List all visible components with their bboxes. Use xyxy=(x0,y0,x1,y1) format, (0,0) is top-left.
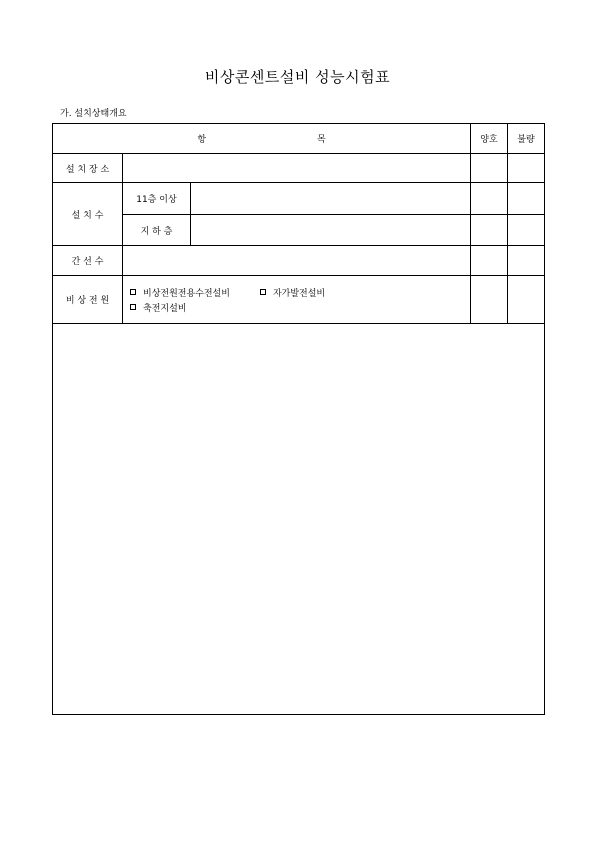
install-location-value[interactable] xyxy=(123,154,471,183)
checkbox-icon[interactable] xyxy=(130,304,136,310)
table-row xyxy=(53,154,545,183)
table-row xyxy=(53,276,545,324)
power-option-label: 비상전원전용수전설비 xyxy=(143,288,230,299)
bad-check-cell[interactable] xyxy=(508,154,545,183)
good-check-cell[interactable] xyxy=(471,276,508,324)
basement-value[interactable] xyxy=(191,215,471,246)
install-count-label: 설 치 수 xyxy=(53,183,123,246)
power-option-label: 자가발전설비 xyxy=(272,288,326,299)
good-check-cell[interactable] xyxy=(471,183,508,215)
good-check-cell[interactable] xyxy=(471,154,508,183)
good-check-cell[interactable] xyxy=(471,246,508,276)
trunk-lines-value[interactable] xyxy=(123,246,471,276)
basement-label: 지 하 층 xyxy=(123,215,191,246)
power-options-line-2 xyxy=(123,300,470,315)
section-label: 가. 설치상태개요 xyxy=(60,109,127,119)
document-title: 비상콘센트설비 성능시험표 xyxy=(204,68,391,86)
item-header-cell xyxy=(53,124,471,154)
emergency-power-label: 비 상 전 원 xyxy=(53,276,123,324)
install-location-label: 설 치 장 소 xyxy=(53,154,123,183)
bad-check-cell[interactable] xyxy=(508,183,545,215)
trunk-lines-label: 간 선 수 xyxy=(53,246,123,276)
table-row xyxy=(53,246,545,276)
table-row xyxy=(53,215,545,246)
table-row xyxy=(53,183,545,215)
inspection-table xyxy=(52,123,545,715)
item-header-right: 목 xyxy=(316,135,326,145)
notes-area[interactable] xyxy=(53,324,545,715)
bad-header: 불량 xyxy=(508,124,545,154)
above-11-floor-value[interactable] xyxy=(191,183,471,215)
power-options-line-1 xyxy=(123,285,470,300)
good-check-cell[interactable] xyxy=(471,215,508,246)
header-row xyxy=(53,124,545,154)
bad-check-cell[interactable] xyxy=(508,246,545,276)
checkbox-icon[interactable] xyxy=(130,289,136,295)
bad-check-cell[interactable] xyxy=(508,276,545,324)
above-11-floor-label: 11층 이상 xyxy=(123,183,191,215)
emergency-power-options xyxy=(123,276,471,324)
item-header-left: 항 xyxy=(197,135,207,145)
good-header: 양호 xyxy=(471,124,508,154)
bad-check-cell[interactable] xyxy=(508,215,545,246)
power-option-label: 축전지설비 xyxy=(143,303,187,314)
checkbox-icon[interactable] xyxy=(260,289,266,295)
notes-row xyxy=(53,324,545,715)
